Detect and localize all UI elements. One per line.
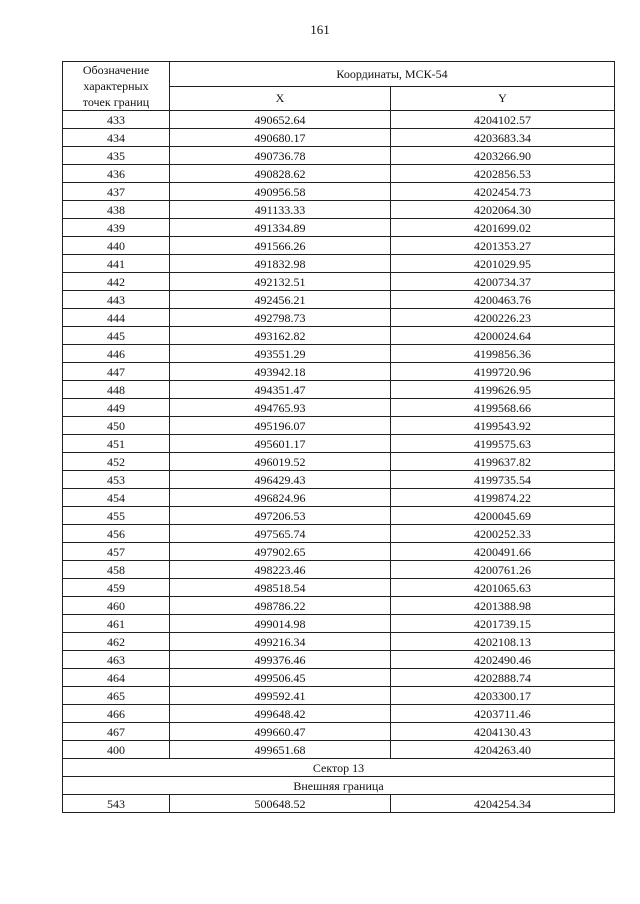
point-id-cell: 452 [63, 453, 170, 471]
section-row [63, 759, 615, 777]
table-row [63, 309, 615, 327]
x-coordinate-cell: 499660.47 [170, 723, 391, 741]
y-coordinate-cell: 4199543.92 [391, 417, 615, 435]
y-coordinate-cell: 4202108.13 [391, 633, 615, 651]
table-row [63, 201, 615, 219]
table-row [63, 471, 615, 489]
x-coordinate-cell: 492456.21 [170, 291, 391, 309]
point-id-cell: 445 [63, 327, 170, 345]
y-coordinate-cell: 4201029.95 [391, 255, 615, 273]
y-coordinate-cell: 4199735.54 [391, 471, 615, 489]
y-coordinate-cell: 4199720.96 [391, 363, 615, 381]
point-id-cell: 442 [63, 273, 170, 291]
x-coordinate-cell: 491566.26 [170, 237, 391, 255]
x-coordinate-cell: 494351.47 [170, 381, 391, 399]
y-coordinate-cell: 4200734.37 [391, 273, 615, 291]
point-id-cell: 454 [63, 489, 170, 507]
table-row [63, 111, 615, 129]
point-id-cell: 451 [63, 435, 170, 453]
point-id-cell: 439 [63, 219, 170, 237]
table-row [63, 615, 615, 633]
y-coordinate-cell: 4204102.57 [391, 111, 615, 129]
y-coordinate-cell: 4203300.17 [391, 687, 615, 705]
y-coordinate-cell: 4202454.73 [391, 183, 615, 201]
x-coordinate-cell: 500648.52 [170, 795, 391, 813]
point-id-cell: 437 [63, 183, 170, 201]
point-id-cell: 448 [63, 381, 170, 399]
header-point-line: характерных [83, 79, 149, 93]
table-row [63, 525, 615, 543]
table-row [63, 543, 615, 561]
point-id-cell: 461 [63, 615, 170, 633]
y-coordinate-cell: 4199856.36 [391, 345, 615, 363]
x-coordinate-cell: 497565.74 [170, 525, 391, 543]
x-coordinate-cell: 490680.17 [170, 129, 391, 147]
y-coordinate-cell: 4199575.63 [391, 435, 615, 453]
page-number: 161 [310, 22, 330, 37]
x-coordinate-cell: 499592.41 [170, 687, 391, 705]
table-row [63, 561, 615, 579]
y-coordinate-cell: 4200491.66 [391, 543, 615, 561]
table-row [63, 669, 615, 687]
point-id-cell: 453 [63, 471, 170, 489]
point-id-cell: 457 [63, 543, 170, 561]
y-coordinate-cell: 4204130.43 [391, 723, 615, 741]
x-coordinate-cell: 491334.89 [170, 219, 391, 237]
x-coordinate-cell: 499651.68 [170, 741, 391, 759]
table-row [63, 507, 615, 525]
table-row [63, 489, 615, 507]
table-row [63, 291, 615, 309]
point-id-cell: 444 [63, 309, 170, 327]
x-coordinate-cell: 499376.46 [170, 651, 391, 669]
header-x: X [170, 86, 391, 111]
point-id-cell: 446 [63, 345, 170, 363]
y-coordinate-cell: 4202856.53 [391, 165, 615, 183]
table-row [63, 417, 615, 435]
point-id-cell: 467 [63, 723, 170, 741]
x-coordinate-cell: 492132.51 [170, 273, 391, 291]
point-id-cell: 433 [63, 111, 170, 129]
subsection-title: Внешняя граница [63, 777, 615, 795]
table-row [63, 723, 615, 741]
x-coordinate-cell: 491832.98 [170, 255, 391, 273]
x-coordinate-cell: 499506.45 [170, 669, 391, 687]
x-coordinate-cell: 497206.53 [170, 507, 391, 525]
point-id-cell: 440 [63, 237, 170, 255]
table-row [63, 345, 615, 363]
table-row [63, 381, 615, 399]
table-row [63, 363, 615, 381]
table-row [63, 651, 615, 669]
y-coordinate-cell: 4201065.63 [391, 579, 615, 597]
table-row [63, 237, 615, 255]
table-row [63, 273, 615, 291]
point-id-cell: 462 [63, 633, 170, 651]
x-coordinate-cell: 493942.18 [170, 363, 391, 381]
table-header [63, 62, 615, 111]
x-coordinate-cell: 493551.29 [170, 345, 391, 363]
y-coordinate-cell: 4202490.46 [391, 651, 615, 669]
y-coordinate-cell: 4203266.90 [391, 147, 615, 165]
header-point-line: точек границ [82, 95, 150, 109]
point-id-cell: 400 [63, 741, 170, 759]
point-id-cell: 456 [63, 525, 170, 543]
x-coordinate-cell: 499648.42 [170, 705, 391, 723]
point-id-cell: 441 [63, 255, 170, 273]
table-row [63, 435, 615, 453]
y-coordinate-cell: 4200024.64 [391, 327, 615, 345]
header-y: Y [391, 86, 615, 111]
y-coordinate-cell: 4201353.27 [391, 237, 615, 255]
point-id-cell: 463 [63, 651, 170, 669]
y-coordinate-cell: 4203711.46 [391, 705, 615, 723]
x-coordinate-cell: 496429.43 [170, 471, 391, 489]
x-coordinate-cell: 490956.58 [170, 183, 391, 201]
y-coordinate-cell: 4202888.74 [391, 669, 615, 687]
coordinates-table [62, 61, 615, 813]
y-coordinate-cell: 4200463.76 [391, 291, 615, 309]
header-point-designation [63, 62, 170, 111]
table-row [63, 219, 615, 237]
point-id-cell: 434 [63, 129, 170, 147]
x-coordinate-cell: 499216.34 [170, 633, 391, 651]
subsection-row [63, 777, 615, 795]
y-coordinate-cell: 4200252.33 [391, 525, 615, 543]
table-row [63, 705, 615, 723]
x-coordinate-cell: 497902.65 [170, 543, 391, 561]
table-row [63, 183, 615, 201]
table-row [63, 633, 615, 651]
point-id-cell: 466 [63, 705, 170, 723]
table-row [63, 453, 615, 471]
x-coordinate-cell: 498518.54 [170, 579, 391, 597]
x-coordinate-cell: 499014.98 [170, 615, 391, 633]
point-id-cell: 543 [63, 795, 170, 813]
table-row [63, 579, 615, 597]
y-coordinate-cell: 4203683.34 [391, 129, 615, 147]
y-coordinate-cell: 4199568.66 [391, 399, 615, 417]
point-id-cell: 464 [63, 669, 170, 687]
table-row [63, 165, 615, 183]
x-coordinate-cell: 490736.78 [170, 147, 391, 165]
header-coordinates: Координаты, МСК-54 [170, 62, 615, 87]
point-id-cell: 455 [63, 507, 170, 525]
table-row [63, 795, 615, 813]
point-id-cell: 443 [63, 291, 170, 309]
y-coordinate-cell: 4204263.40 [391, 741, 615, 759]
point-id-cell: 450 [63, 417, 170, 435]
point-id-cell: 447 [63, 363, 170, 381]
point-id-cell: 458 [63, 561, 170, 579]
y-coordinate-cell: 4201699.02 [391, 219, 615, 237]
table-row [63, 255, 615, 273]
x-coordinate-cell: 490828.62 [170, 165, 391, 183]
x-coordinate-cell: 493162.82 [170, 327, 391, 345]
y-coordinate-cell: 4199874.22 [391, 489, 615, 507]
x-coordinate-cell: 496824.96 [170, 489, 391, 507]
y-coordinate-cell: 4204254.34 [391, 795, 615, 813]
section-table-body [63, 795, 615, 813]
table-row [63, 129, 615, 147]
table-row [63, 597, 615, 615]
point-id-cell: 460 [63, 597, 170, 615]
y-coordinate-cell: 4200761.26 [391, 561, 615, 579]
table-row [63, 147, 615, 165]
y-coordinate-cell: 4199637.82 [391, 453, 615, 471]
point-id-cell: 449 [63, 399, 170, 417]
y-coordinate-cell: 4201739.15 [391, 615, 615, 633]
table-row [63, 327, 615, 345]
x-coordinate-cell: 498786.22 [170, 597, 391, 615]
x-coordinate-cell: 491133.33 [170, 201, 391, 219]
section-title: Сектор 13 [63, 759, 615, 777]
x-coordinate-cell: 496019.52 [170, 453, 391, 471]
point-id-cell: 438 [63, 201, 170, 219]
x-coordinate-cell: 495601.17 [170, 435, 391, 453]
table-row [63, 687, 615, 705]
x-coordinate-cell: 495196.07 [170, 417, 391, 435]
point-id-cell: 436 [63, 165, 170, 183]
x-coordinate-cell: 492798.73 [170, 309, 391, 327]
table-row [63, 399, 615, 417]
table-row [63, 741, 615, 759]
point-id-cell: 435 [63, 147, 170, 165]
point-id-cell: 459 [63, 579, 170, 597]
header-point-line: Обозначение [82, 63, 150, 77]
y-coordinate-cell: 4199626.95 [391, 381, 615, 399]
section-block [63, 759, 615, 795]
y-coordinate-cell: 4200226.23 [391, 309, 615, 327]
x-coordinate-cell: 494765.93 [170, 399, 391, 417]
x-coordinate-cell: 490652.64 [170, 111, 391, 129]
point-id-cell: 465 [63, 687, 170, 705]
y-coordinate-cell: 4202064.30 [391, 201, 615, 219]
y-coordinate-cell: 4200045.69 [391, 507, 615, 525]
table-body [63, 111, 615, 759]
y-coordinate-cell: 4201388.98 [391, 597, 615, 615]
x-coordinate-cell: 498223.46 [170, 561, 391, 579]
